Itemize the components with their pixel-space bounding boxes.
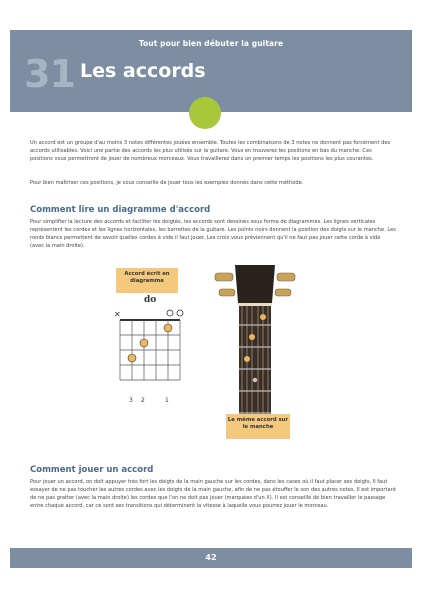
headstock [235, 265, 275, 303]
intro-paragraph-2: Pour bien maîtriser ces positions, je vous conseille de jouer tous les exemples donnés dans cette méthode. [30, 180, 304, 186]
intro-paragraph-1: Un accord est un groupe d'au moins 3 notes différentes jouées ensemble. Toutes les combinaisons de 3 notes ne donnent pas forcément des accords utilisables. Voici une partie des accords les plus utilisés sur la guitare. Vous en trouverez les positions en bas du manche. Ces positions vous permettront de jouer de nombreux morceaux. Vous travaillerez dans un premier temps les positions les plus courantes. [30, 140, 391, 162]
neck-finger-dot-3 [244, 356, 250, 362]
finger-number-1: 1 [165, 397, 169, 404]
section-heading-play: Comment jouer un accord [30, 465, 154, 475]
tuning-peg [215, 273, 233, 281]
tuning-peg [219, 289, 235, 296]
section-heading-diagram: Comment lire un diagramme d'accord [30, 205, 211, 215]
chapter-title: Les accords [80, 60, 206, 82]
label-diagram [116, 268, 178, 293]
finger-dot-3 [128, 354, 136, 362]
finger-number-3: 3 [129, 397, 133, 404]
guitar-neck-illustration [210, 265, 300, 437]
open-string-circle [177, 310, 183, 316]
string-markers [114, 310, 183, 319]
label-diagram-text: Accord écrit en diagramme [124, 271, 170, 284]
decorative-circle [189, 97, 221, 129]
page-footer [10, 548, 412, 568]
tuning-peg [275, 289, 291, 296]
chord-grid [108, 305, 188, 395]
finger-dot-1 [164, 324, 172, 332]
fret-inlay [253, 378, 257, 382]
tuning-peg [277, 273, 295, 281]
open-string-circle [167, 310, 173, 316]
book-title: Tout pour bien débuter la guitare [138, 39, 284, 48]
neck-finger-dot-2 [249, 334, 255, 340]
finger-number-2: 2 [141, 397, 145, 404]
muted-string-x: ✕ [114, 310, 121, 319]
section-diagram-text: Pour simplifier la lecture des accords et faciliter les doigtés, les accords sont dessinés sous forme de diagrammes. Les lignes verticales représentent les cordes et les lignes horizontales, les barrettes de la guitare. Les points noirs donnent la position des doigts sur le manche. Les ronds blancs permettent de savoir quelles cordes à vide il faut jouer. Les croix vous préviennent qu'il ne faut pas jouer cette corde à vide (avec la main droite). [30, 219, 396, 249]
section-play-text: Pour jouer un accord, on doit appuyer très fort les doigts de la main gauche sur les cordes, dans les cases où il faut placer ses doigts. Il faut essayer de ne pas toucher les autres cordes avec les doigts de la main gauche, afin de ne pas étouffer le son des autres notes. Il est important de ne pas gratter (avec la main droite) les cordes que l'on ne doit pas jouer (marquées d'un X). Il est conseillé de bien travailler le passage entre chaque accord, car ce sont ses transitions qui déterminent la vitesse à laquelle vous pourrez jouer le morceau. [30, 479, 396, 509]
page-number: 42 [205, 553, 217, 562]
finger-dot-2 [140, 339, 148, 347]
label-neck-text: Le même accord sur le manche [227, 417, 289, 430]
neck-finger-dot-1 [260, 314, 266, 320]
nut [120, 319, 180, 321]
nut [238, 303, 272, 306]
chord-name: do [144, 295, 157, 305]
chapter-number: 31 [24, 52, 75, 96]
label-neck [226, 414, 290, 439]
